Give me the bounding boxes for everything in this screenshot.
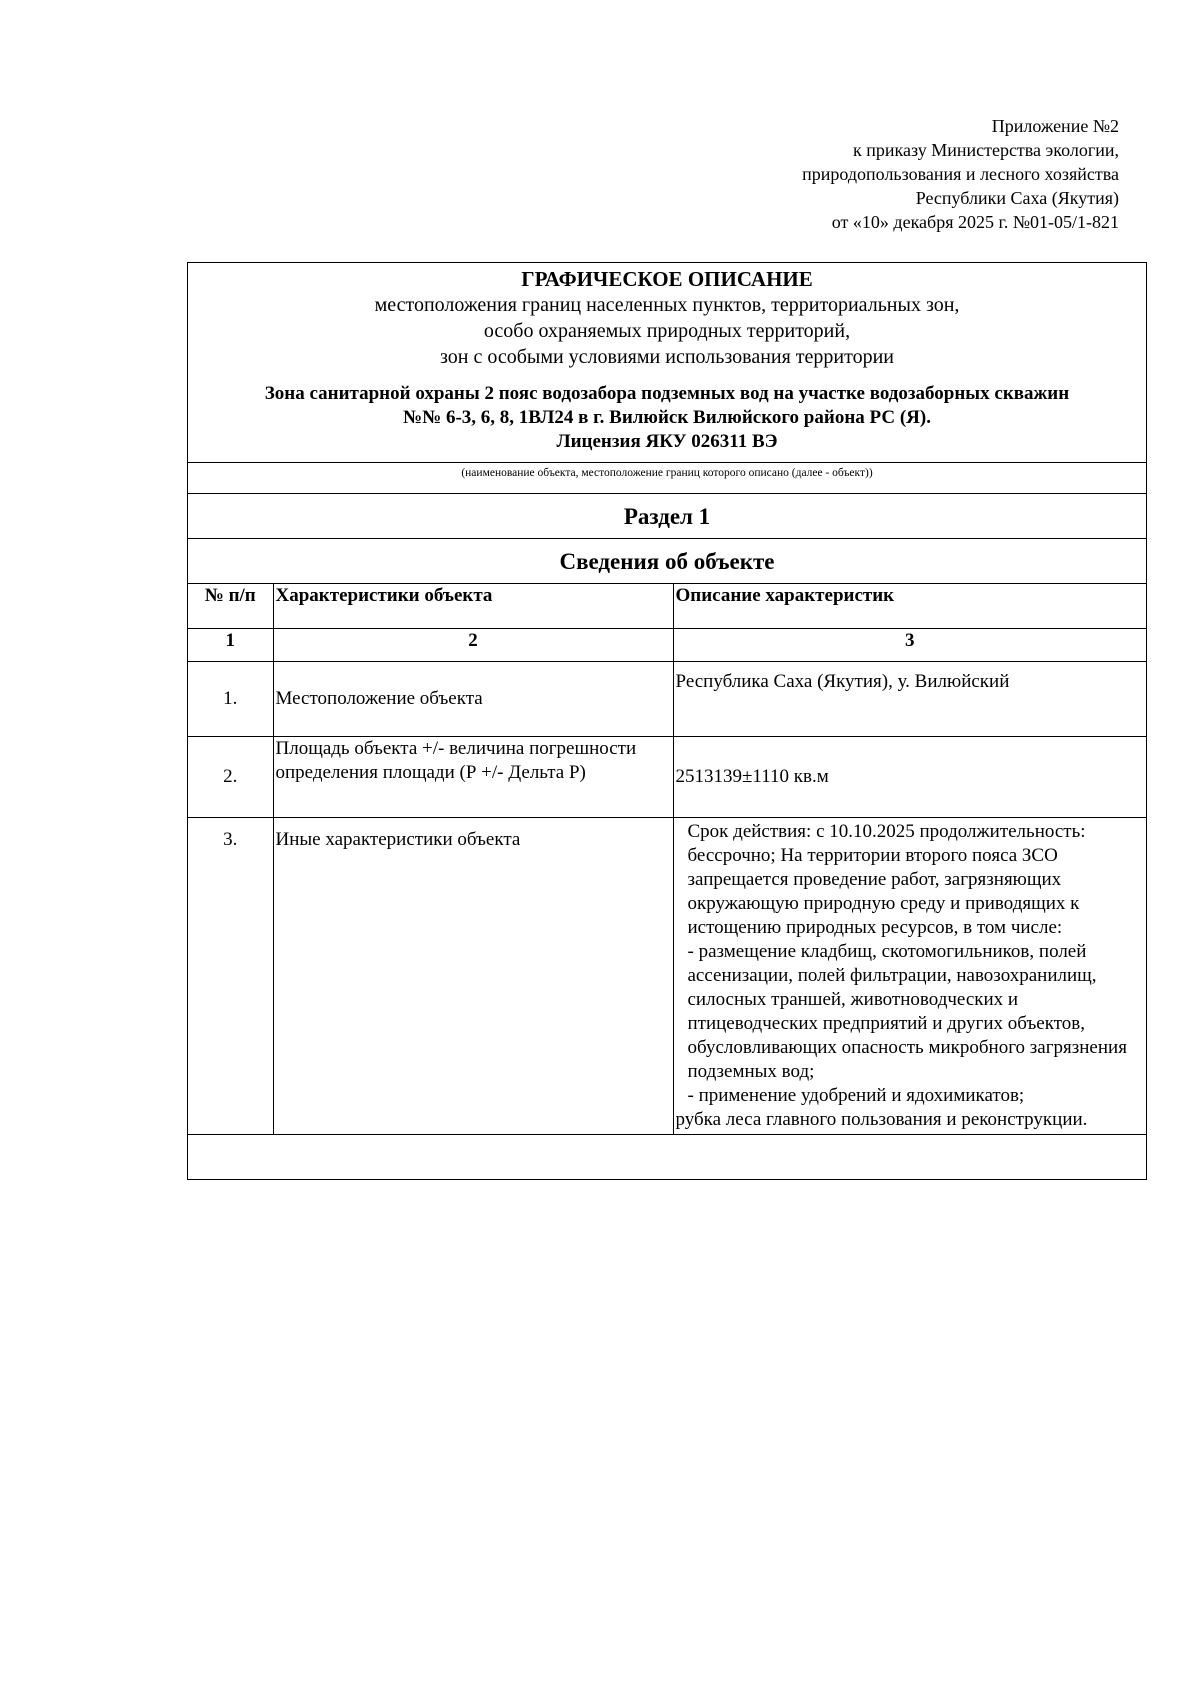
appendix-block bbox=[519, 114, 1119, 234]
column-number: 2 bbox=[273, 629, 673, 662]
table-header-row bbox=[188, 584, 1146, 629]
subtitle-line: местоположения границ населенных пунктов, территориальных зон, bbox=[374, 294, 960, 316]
document-header bbox=[188, 263, 1146, 376]
appendix-line: природопользования и лесного хозяйства bbox=[802, 164, 1119, 184]
subtitle-line: зон с особыми условиями использования территории bbox=[439, 346, 895, 368]
row-characteristic: Местоположение объекта bbox=[273, 662, 673, 737]
row-description: 2513139±1110 кв.м bbox=[673, 737, 1146, 818]
empty-cell bbox=[188, 1135, 1146, 1180]
column-number-row bbox=[188, 629, 1146, 662]
row-description: Республика Саха (Якутия), у. Вилюйский bbox=[673, 662, 1146, 737]
description-tail: рубка леса главного пользования и реконструкции. bbox=[675, 1109, 1088, 1130]
table-row bbox=[188, 662, 1146, 737]
row-characteristic: Иные характеристики объекта bbox=[273, 818, 673, 1135]
object-name-line: Лицензия ЯКУ 026311 ВЭ bbox=[556, 431, 778, 452]
appendix-line: к приказу Министерства экологии, bbox=[852, 140, 1119, 160]
object-name-line: Зона санитарной охраны 2 пояс водозабора подземных вод на участке водозаборных скважин bbox=[264, 383, 1070, 404]
appendix-line: от «10» декабря 2025 г. №01-05/1-821 bbox=[831, 212, 1119, 232]
header-cell-description: Описание характеристик bbox=[673, 584, 1146, 629]
table-row bbox=[188, 818, 1146, 1135]
header-cell-number: № п/п bbox=[188, 584, 273, 629]
empty-row bbox=[188, 1135, 1146, 1180]
column-number: 1 bbox=[188, 629, 273, 662]
object-name-line: №№ 6-3, 6, 8, 1ВЛ24 в г. Вилюйск Вилюйского района РС (Я). bbox=[403, 407, 931, 428]
row-number: 2. bbox=[188, 737, 273, 818]
subtitle-line: особо охраняемых природных территорий, bbox=[483, 320, 851, 342]
description-text: Срок действия: с 10.10.2025 продолжительность: бессрочно; На территории второго пояса ЗСО запрещается проведение работ, загрязняющих окружающую природную среду и приводящих к истощению природных ресурсов, в том числе: - размещение кладбищ, скотомогильников, полей ассенизации, полей фильтрации, навозохранилищ, силосных траншей, животноводческих и птицеводческих предприятий и других объектов, обусловливающих опасность микробного загрязнения подземных вод; - применение удобрений и ядохимикатов; bbox=[687, 821, 1127, 1106]
object-info-table bbox=[188, 583, 1146, 1179]
row-description bbox=[673, 818, 1146, 1135]
table-row bbox=[188, 737, 1146, 818]
section-title: Сведения об объекте bbox=[188, 538, 1146, 583]
appendix-line: Республики Саха (Якутия) bbox=[915, 188, 1119, 208]
row-characteristic: Площадь объекта +/- величина погрешности определения площади (Р +/- Дельта Р) bbox=[273, 737, 673, 818]
row-number: 3. bbox=[188, 818, 273, 1135]
object-caption: (наименование объекта, местоположение границ которого описано (далее - объект)) bbox=[188, 462, 1146, 493]
appendix-line: Приложение №2 bbox=[991, 116, 1119, 136]
object-name bbox=[188, 376, 1146, 462]
row-number: 1. bbox=[188, 662, 273, 737]
document-title: ГРАФИЧЕСКОЕ ОПИСАНИЕ bbox=[521, 267, 813, 291]
section-label: Раздел 1 bbox=[188, 493, 1146, 538]
column-number: 3 bbox=[673, 629, 1146, 662]
description-frame bbox=[187, 262, 1147, 1180]
header-cell-characteristic: Характеристики объекта bbox=[273, 584, 673, 629]
